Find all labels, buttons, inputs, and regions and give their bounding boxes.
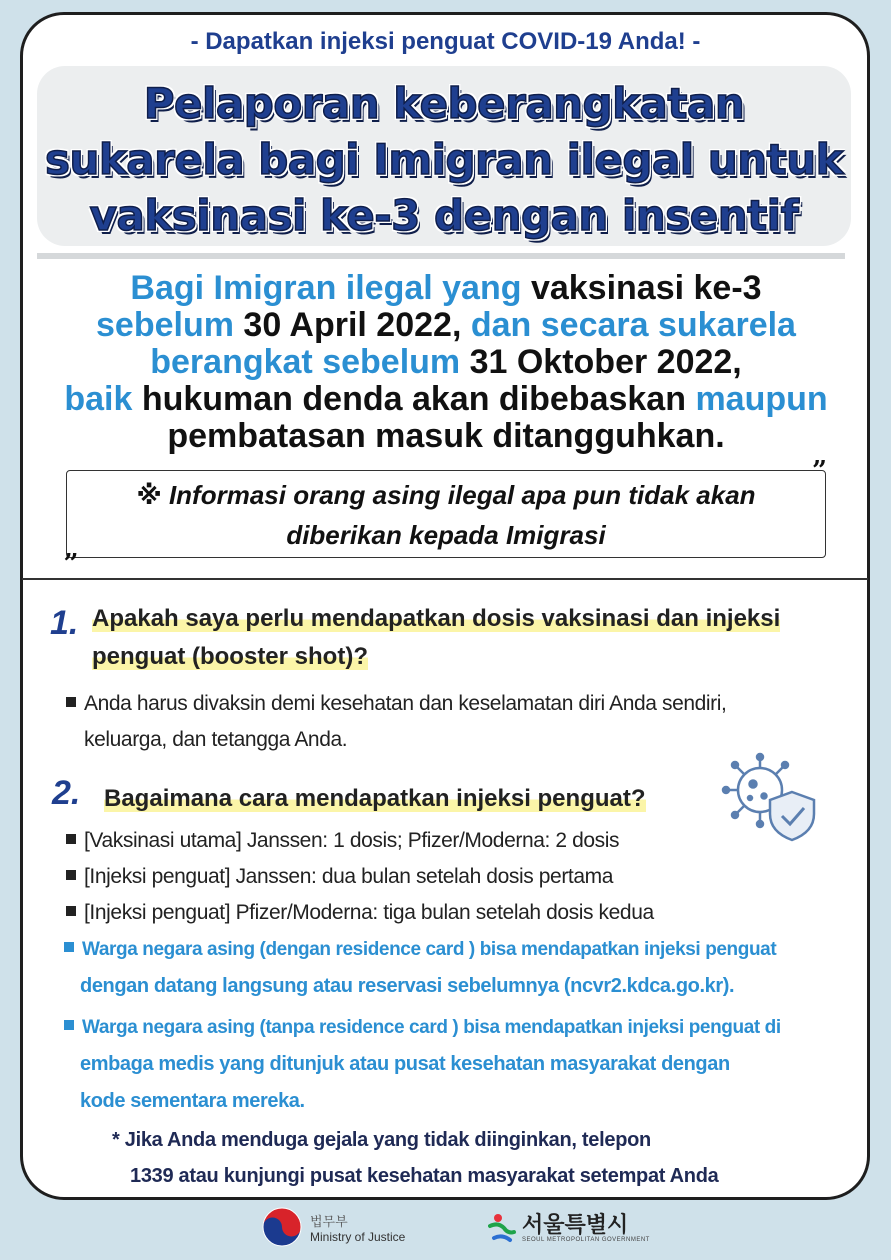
intro-highlight: dan secara sukarela [470, 306, 796, 344]
bullet-square-icon [66, 697, 76, 707]
bullet-square-icon [66, 834, 76, 844]
bullet-square-icon [66, 870, 76, 880]
seoul-government-logo [488, 1208, 650, 1248]
bullet-square-icon [64, 1020, 74, 1030]
title-line: vaksinasi ke-3 dengan insentif [89, 191, 799, 240]
intro-line [26, 270, 866, 307]
quote-mark-close: „ [64, 534, 79, 564]
list-item-text: Warga negara asing (dengan residence card ) bisa mendapatkan injeksi penguat [82, 939, 777, 960]
virus-shield-icon [720, 752, 820, 842]
eyebrow-text: - Dapatkan injeksi penguat COVID-19 Anda! - [190, 28, 701, 55]
divider [37, 253, 845, 259]
moj-korean-label: 법무부 [310, 1213, 348, 1229]
seoul-korean-label: 서울특별시 [522, 1212, 629, 1237]
section-divider [22, 578, 868, 580]
page-title [37, 76, 851, 244]
question-line: penguat (booster shot)? [92, 643, 368, 670]
list-item [66, 895, 654, 931]
title-line: sukarela bagi Imigran ilegal untuk [44, 135, 844, 184]
intro-highlight: baik [64, 380, 142, 418]
intro-line [26, 418, 866, 455]
question-1 [92, 600, 780, 676]
moj-emblem-icon [262, 1207, 302, 1247]
quote-mark-open: ” [812, 456, 827, 486]
intro-line [26, 381, 866, 418]
ministry-of-justice-logo [262, 1206, 405, 1248]
list-item [66, 823, 619, 859]
list-item-text: dengan datang langsung atau reservasi sebelumnya (ncvr2.kdca.go.kr). [80, 975, 735, 997]
intro-highlight: berangkat sebelum [150, 343, 470, 381]
list-item-text: [Injeksi penguat] Pfizer/Moderna: tiga bulan setelah dosis kedua [84, 901, 654, 924]
answer-1 [66, 686, 726, 758]
intro-line [26, 344, 866, 381]
list-item-text: kode sementara mereka. [80, 1090, 305, 1112]
intro-text-span: vaksinasi ke-3 [530, 269, 762, 307]
answer-line: Anda harus divaksin demi kesehatan dan keselamatan diri Anda sendiri, [84, 692, 727, 715]
list-item-blue [64, 932, 776, 1005]
list-item-text: embaga medis yang ditunjuk atau pusat kesehatan masyarakat dengan [80, 1053, 730, 1075]
answer-line: keluarga, dan tetangga Anda. [84, 728, 348, 751]
footnote-line: * Jika Anda menduga gejala yang tidak diinginkan, telepon [112, 1129, 651, 1151]
privacy-notice-box [66, 470, 826, 558]
intro-text-span: , [451, 306, 471, 344]
intro-text-span: pembatasan masuk ditangguhkan. [167, 417, 725, 455]
intro-highlight: maupun [695, 380, 828, 418]
seoul-logo-icon [488, 1212, 518, 1244]
intro-text-span: 31 Oktober 2022, [469, 343, 742, 381]
footnote-line: 1339 atau kunjungi pusat kesehatan masyarakat setempat Anda [130, 1165, 719, 1187]
list-item-text: [Vaksinasi utama] Janssen: 1 dosis; Pfizer/Moderna: 2 dosis [84, 829, 620, 852]
intro-highlight: sebelum [96, 306, 244, 344]
notice-line: diberikan kepada Imigrasi [286, 520, 606, 550]
title-line: Pelaporan keberangkatan [143, 79, 745, 128]
question-line: Apakah saya perlu mendapatkan dosis vaksinasi dan injeksi [92, 605, 781, 632]
list-item [66, 859, 613, 895]
question-number: 2. [52, 774, 81, 812]
moj-english-label: Ministry of Justice [310, 1229, 406, 1244]
intro-highlight: Bagi Imigran ilegal yang [130, 269, 531, 307]
intro-text [26, 270, 866, 455]
question-number: 1. [50, 604, 79, 642]
bullet-square-icon [66, 906, 76, 916]
bullet-square-icon [64, 942, 74, 952]
list-item-text: Warga negara asing (tanpa residence card ) bisa mendapatkan injeksi penguat di [82, 1017, 781, 1038]
footnote [112, 1122, 718, 1194]
question-line: Bagaimana cara mendapatkan injeksi penguat? [104, 785, 646, 812]
intro-text-span: hukuman denda akan dibebaskan [141, 380, 696, 418]
seoul-english-label: SEOUL METROPOLITAN GOVERNMENT [522, 1237, 650, 1243]
list-item-text: [Injeksi penguat] Janssen: dua bulan setelah dosis pertama [84, 865, 613, 888]
intro-text-span: 30 April 2022 [243, 306, 452, 344]
notice-line: ※ Informasi orang asing ilegal apa pun tidak akan [136, 480, 756, 510]
list-item-blue [64, 1010, 781, 1120]
intro-line [26, 307, 866, 344]
question-2 [104, 780, 646, 818]
